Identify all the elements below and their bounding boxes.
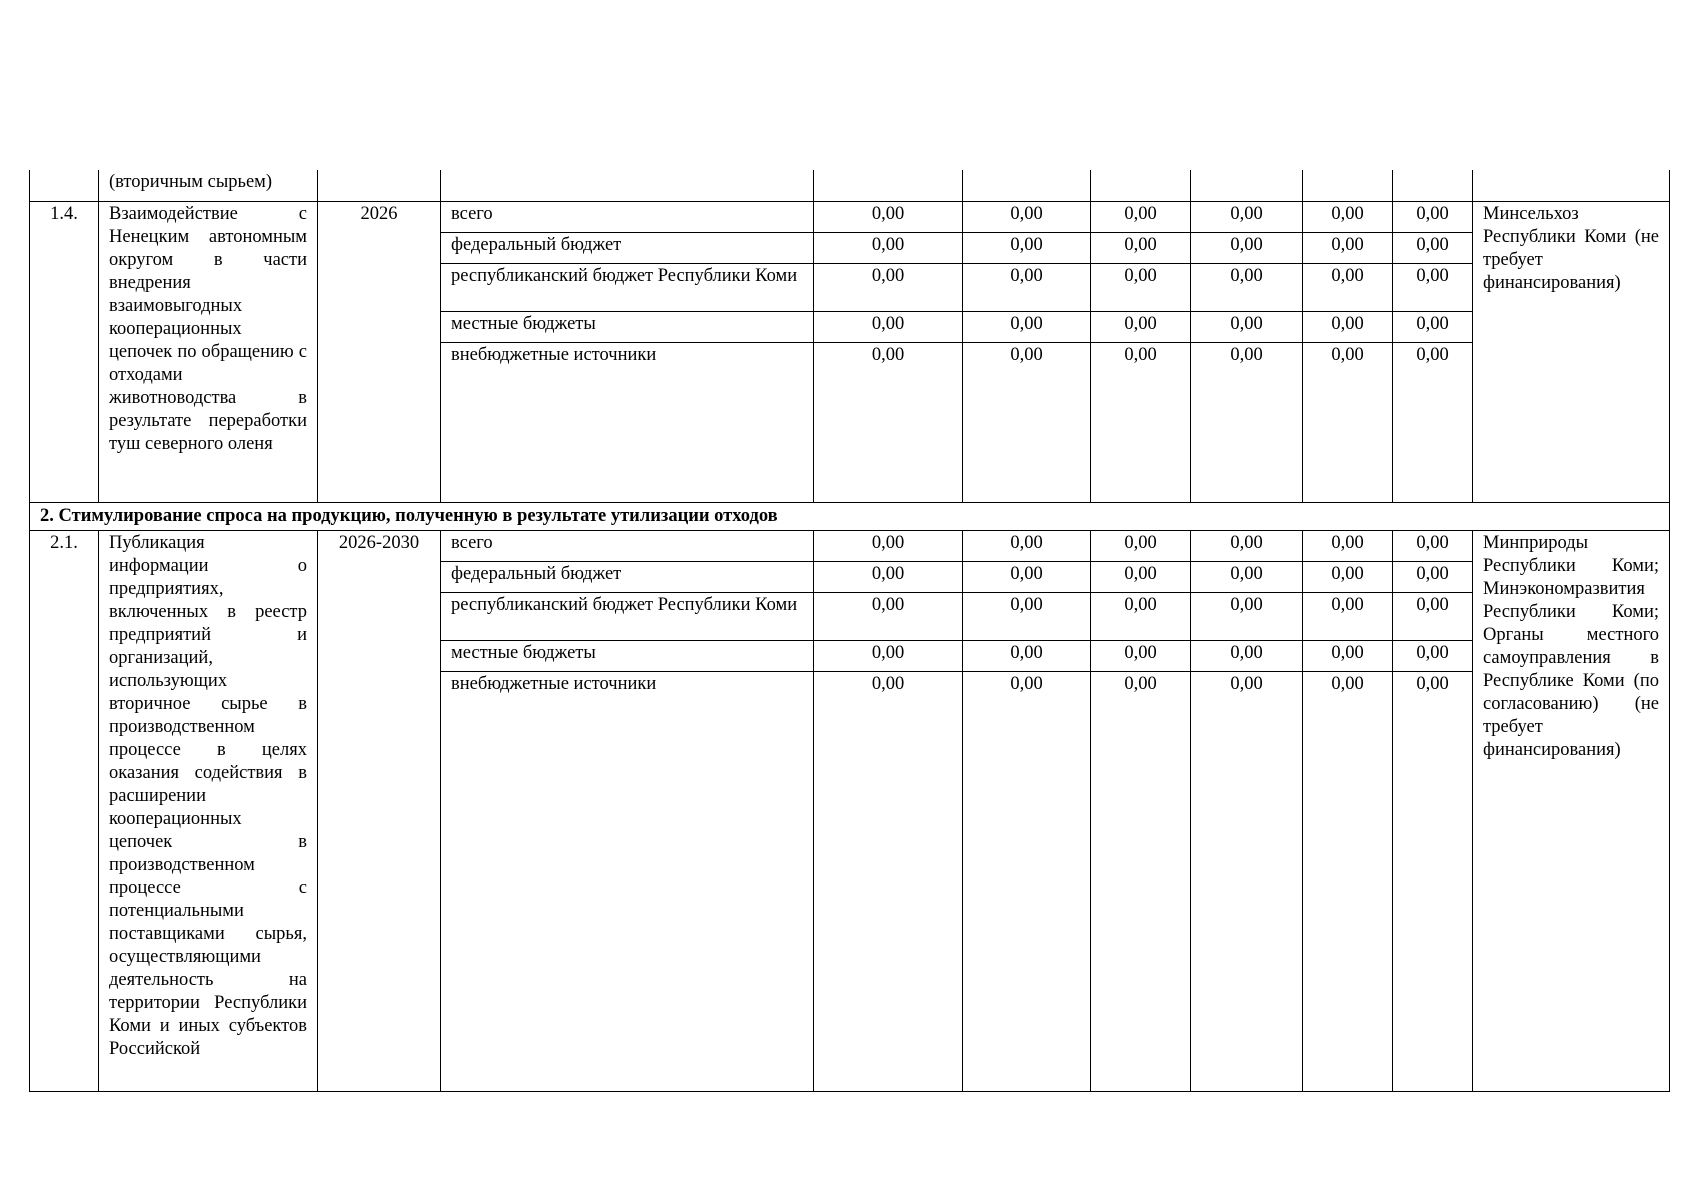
value-cell: 0,00: [1191, 640, 1303, 671]
value-cell: 0,00: [814, 342, 963, 502]
value-cell: 0,00: [1191, 311, 1303, 342]
measure-description: Публикация информации о предприятиях, включенных в реестр предприятий и организаций, использующих вторичное сырье в производственном процессе в целях оказания содействия в расширении кооперационных цепочек в производственном процессе с потенциальными поставщиками сырья, осуществляющими деятельность на территории Республики Коми и иных субъектов Российской: [99, 530, 318, 1091]
value-cell: 0,00: [1303, 561, 1393, 592]
value-cell: 0,00: [1393, 232, 1473, 263]
responsible: Минприроды Республики Коми; Минэкономразвития Республики Коми; Органы местного самоуправления в Республике Коми (по согласованию) (не требует финансирования): [1473, 530, 1670, 1091]
cell-empty: [814, 170, 963, 201]
value-cell: 0,00: [1191, 671, 1303, 1091]
cell-empty: [1393, 170, 1473, 201]
cell-empty: [441, 170, 814, 201]
period: 2026: [318, 201, 441, 502]
cell-empty: [30, 170, 99, 201]
responsible: Минсельхоз Республики Коми (не требует финансирования): [1473, 201, 1670, 502]
value-cell: 0,00: [1303, 640, 1393, 671]
source-label: республиканский бюджет Республики Коми: [441, 263, 814, 311]
section-header-row: [30, 502, 1670, 530]
value-cell: 0,00: [814, 311, 963, 342]
value-cell: 0,00: [1303, 342, 1393, 502]
value-cell: 0,00: [1303, 311, 1393, 342]
value-cell: 0,00: [963, 640, 1091, 671]
value-cell: 0,00: [963, 232, 1091, 263]
value-cell: 0,00: [963, 311, 1091, 342]
cell-empty: [963, 170, 1091, 201]
value-cell: 0,00: [1091, 201, 1191, 232]
value-cell: 0,00: [963, 671, 1091, 1091]
value-cell: 0,00: [963, 263, 1091, 311]
value-cell: 0,00: [963, 561, 1091, 592]
value-cell: 0,00: [814, 263, 963, 311]
value-cell: 0,00: [1191, 561, 1303, 592]
source-label: всего: [441, 530, 814, 561]
value-cell: 0,00: [1393, 311, 1473, 342]
value-cell: 0,00: [963, 342, 1091, 502]
section-title: 2. Стимулирование спроса на продукцию, полученную в результате утилизации отходов: [30, 502, 1670, 530]
value-cell: 0,00: [814, 561, 963, 592]
value-cell: 0,00: [1191, 530, 1303, 561]
cell-empty: [1473, 170, 1670, 201]
source-label: федеральный бюджет: [441, 232, 814, 263]
value-cell: 0,00: [1091, 530, 1191, 561]
continuation-row: [30, 170, 1670, 201]
source-label: местные бюджеты: [441, 640, 814, 671]
value-cell: 0,00: [814, 201, 963, 232]
value-cell: 0,00: [1191, 592, 1303, 640]
value-cell: 0,00: [1303, 232, 1393, 263]
value-cell: 0,00: [1393, 263, 1473, 311]
value-cell: 0,00: [1393, 671, 1473, 1091]
value-cell: 0,00: [1091, 311, 1191, 342]
value-cell: 0,00: [1303, 671, 1393, 1091]
period: 2026-2030: [318, 530, 441, 1091]
source-label: республиканский бюджет Республики Коми: [441, 592, 814, 640]
value-cell: 0,00: [814, 671, 963, 1091]
value-cell: 0,00: [1393, 342, 1473, 502]
source-label: федеральный бюджет: [441, 561, 814, 592]
value-cell: 0,00: [1091, 592, 1191, 640]
row-number: 1.4.: [30, 201, 99, 502]
value-cell: 0,00: [1191, 342, 1303, 502]
source-label: всего: [441, 201, 814, 232]
value-cell: 0,00: [1091, 232, 1191, 263]
value-cell: 0,00: [1091, 671, 1191, 1091]
value-cell: 0,00: [1303, 592, 1393, 640]
cell-empty: [1303, 170, 1393, 201]
source-label: внебюджетные источники: [441, 671, 814, 1091]
value-cell: 0,00: [1091, 263, 1191, 311]
value-cell: 0,00: [1393, 640, 1473, 671]
value-cell: 0,00: [1303, 263, 1393, 311]
cell-empty: [1091, 170, 1191, 201]
value-cell: 0,00: [814, 640, 963, 671]
row-number: 2.1.: [30, 530, 99, 1091]
value-cell: 0,00: [963, 201, 1091, 232]
value-cell: 0,00: [1303, 201, 1393, 232]
value-cell: 0,00: [1393, 201, 1473, 232]
value-cell: 0,00: [1091, 561, 1191, 592]
value-cell: 0,00: [963, 592, 1091, 640]
value-cell: 0,00: [1393, 592, 1473, 640]
value-cell: 0,00: [1191, 263, 1303, 311]
value-cell: 0,00: [1191, 201, 1303, 232]
value-cell: 0,00: [1191, 232, 1303, 263]
value-cell: 0,00: [963, 530, 1091, 561]
measure-description: Взаимодействие с Ненецким автономным округом в части внедрения взаимовыгодных кооперационных цепочек по обращению с отходами животноводства в результате переработки туш северного оленя: [99, 201, 318, 502]
cell-empty: [1191, 170, 1303, 201]
source-label: местные бюджеты: [441, 311, 814, 342]
value-cell: 0,00: [814, 232, 963, 263]
value-cell: 0,00: [1091, 342, 1191, 502]
table-row: [30, 201, 1670, 232]
source-label: внебюджетные источники: [441, 342, 814, 502]
table-row: [30, 530, 1670, 561]
program-table: [29, 170, 1670, 1092]
value-cell: 0,00: [814, 592, 963, 640]
value-cell: 0,00: [1091, 640, 1191, 671]
value-cell: 0,00: [1393, 530, 1473, 561]
value-cell: 0,00: [814, 530, 963, 561]
value-cell: 0,00: [1393, 561, 1473, 592]
value-cell: 0,00: [1303, 530, 1393, 561]
continued-description: (вторичным сырьем): [99, 170, 318, 201]
cell-empty: [318, 170, 441, 201]
